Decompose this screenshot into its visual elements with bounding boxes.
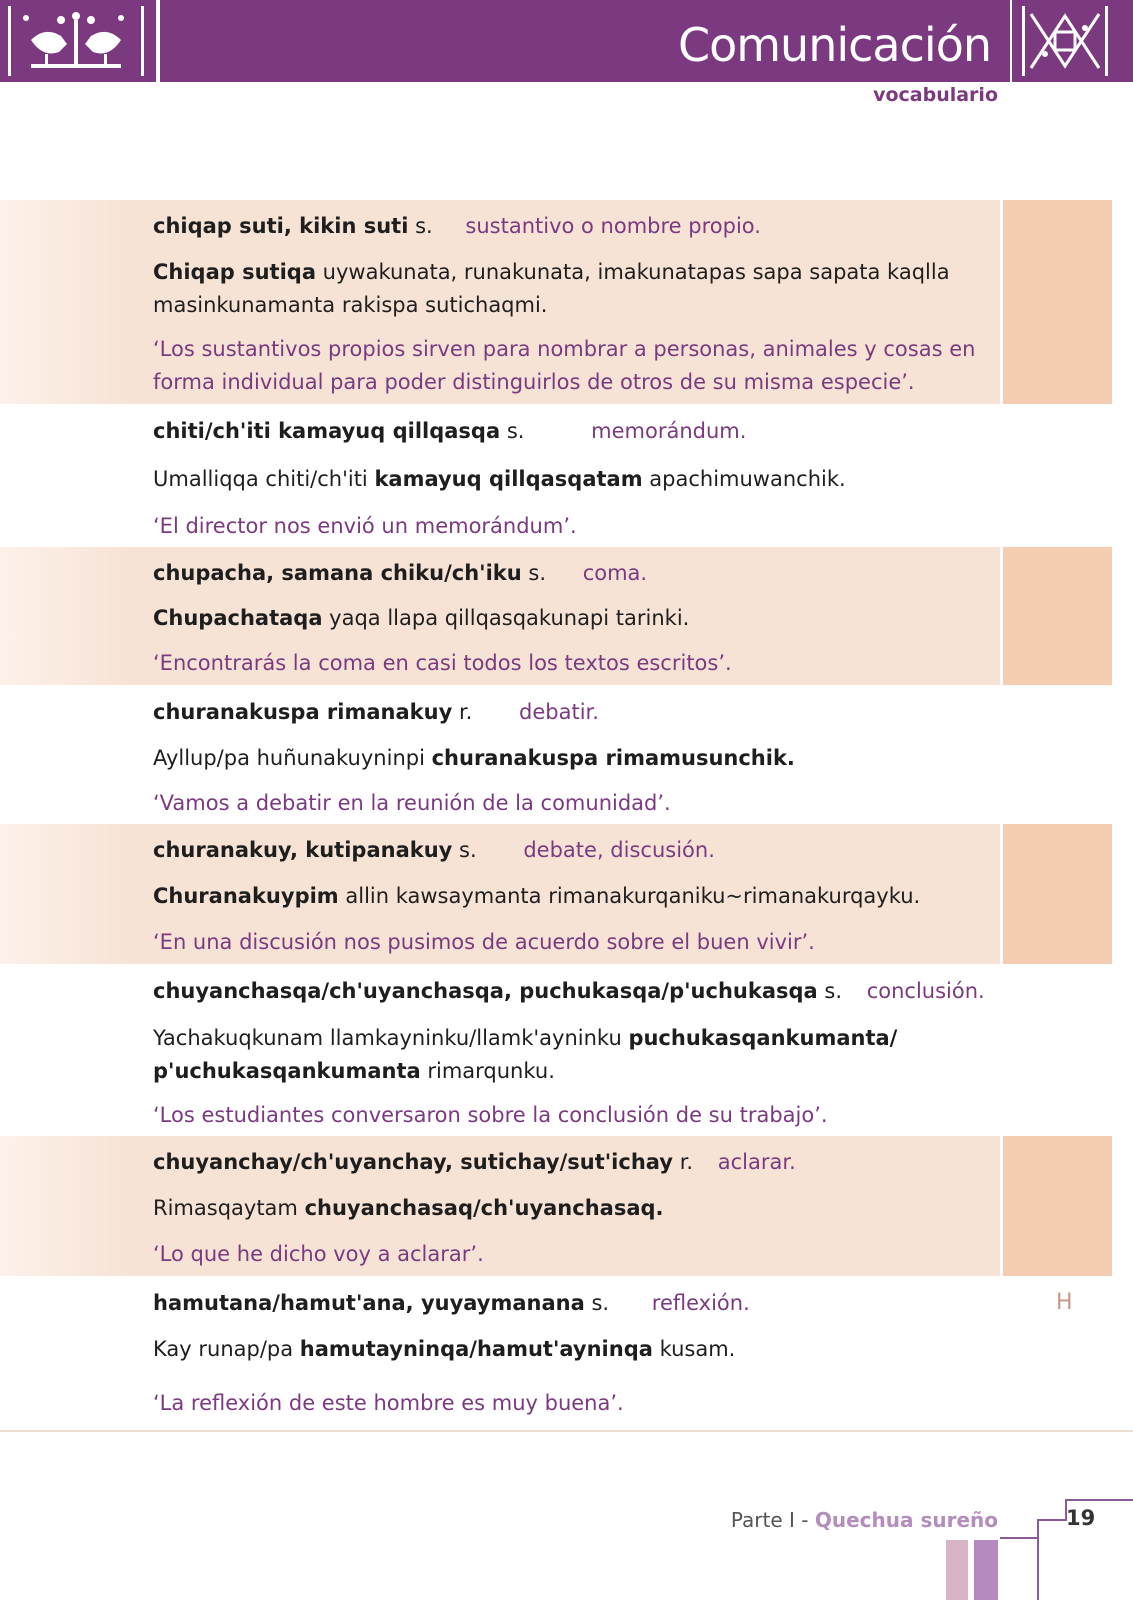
footer-part-label: Parte I - [730,1508,815,1532]
headword: chiti/ch'iti kamayuq qillqasqa [153,419,501,443]
entry-headline [153,1291,750,1315]
footer-book-part [731,1508,998,1532]
example-text: uywakunata, runakunata, imakunatapas sapa sapata kaqlla [316,260,950,284]
example-text: masinkunamanta rakispa sutichaqmi. [153,293,548,317]
example-text: rimarqunku. [420,1059,555,1083]
part-of-speech: s. [591,1291,610,1315]
header-right-ornament [1012,0,1133,82]
page-number: 19 [1066,1506,1096,1530]
entry-headline [153,214,761,238]
headword: chiqap suti, kikin suti [153,214,409,238]
headword: churanakuy, kutipanakuy [153,838,453,862]
example-spanish: ‘La reflexión de este hombre es muy buena’. [153,1391,624,1415]
example-quechua [153,746,795,770]
example-bold: kamayuq qillqasqatam [374,467,643,491]
example-text: yaqa llapa qillqasqakunapi tarinki. [322,606,690,630]
part-of-speech: r. [679,1150,694,1174]
part-of-speech: s. [528,561,547,585]
footer-language: Quechua sureño [814,1508,998,1532]
entry-headline [153,979,985,1003]
example-quechua [153,260,950,284]
example-text: apachimuwanchik. [642,467,846,491]
decorative-bar [974,1540,998,1600]
entry-headline [153,561,647,585]
example-text: Rimasqaytam [153,1196,305,1220]
example-spanish: ‘Los estudiantes conversaron sobre la conclusión de su trabajo’. [153,1103,828,1127]
example-quechua [153,884,920,908]
example-bold: chuyanchasaq/ch'uyanchasaq. [304,1196,664,1220]
gloss: debatir. [519,700,599,724]
geometric-ornament-icon [1025,6,1105,76]
example-text: Umalliqqa chiti/ch'iti [153,467,375,491]
section-letter: H [1056,1290,1073,1315]
gloss: aclarar. [717,1150,796,1174]
part-of-speech: s. [459,838,477,862]
entry-headline [153,1150,796,1174]
vocab-entry [0,1136,1133,1276]
example-spanish: forma individual para poder distinguirlos de otros de su misma especie’. [153,370,915,394]
example-quechua [153,1026,897,1050]
headword: chuyanchasqa/ch'uyanchasqa, puchukasqa/p'uchukasqa [153,979,818,1003]
example-spanish: ‘Lo que he dicho voy a aclarar’. [153,1242,484,1266]
example-text: Yachakuqkunam llamkayninku/llamk'ayninku [153,1026,629,1050]
example-bold: p'uchukasqankumanta [153,1059,421,1083]
example-bold: Chupachataqa [153,606,323,630]
vocab-entry [0,547,1133,685]
example-text: allin kawsaymanta rimanakurqaniku~rimanakurqayku. [338,884,921,908]
example-bold: puchukasqankumanta/ [628,1026,898,1050]
vocab-entry [0,964,1133,1136]
example-quechua [153,1337,735,1361]
entry-headline [153,419,746,443]
divider [0,1430,1133,1432]
decorative-bar [946,1540,968,1600]
example-bold: Chiqap sutiqa [153,260,316,284]
gloss: debate, discusión. [523,838,715,862]
page-title: Comunicación [677,18,991,72]
header-left-ornament [0,0,156,82]
headword: chuyanchay/ch'uyanchay, sutichay/sut'ichay [153,1150,673,1174]
gloss: memorándum. [591,419,747,443]
example-quechua [153,1196,664,1220]
entry-headline [153,838,715,862]
gloss: coma. [582,561,648,585]
birds-tree-ornament-icon [11,6,141,76]
example-spanish: ‘El director nos envió un memorándum’. [153,514,577,538]
example-quechua [153,467,846,491]
gloss: reflexión. [651,1291,750,1315]
page-subtitle: vocabulario [873,84,998,106]
vocab-entry [0,824,1133,964]
example-bold: Churanakuypim [153,884,339,908]
example-quechua [153,293,547,317]
example-spanish: ‘Encontrarás la coma en casi todos los textos escritos’. [153,651,732,675]
vocab-entry [0,404,1133,547]
example-text: Kay runap/pa [153,1337,300,1361]
entry-headline [153,700,599,724]
example-bold: hamutayninqa/hamut'ayninqa [299,1337,653,1361]
example-bold: churanakuspa rimamusunchik. [431,746,795,770]
example-text: Ayllup/pa huñunakuyninpi [153,746,432,770]
gloss: conclusión. [866,979,985,1003]
part-of-speech: s. [824,979,843,1003]
part-of-speech: r. [458,700,473,724]
part-of-speech: s. [415,214,433,238]
vocab-entry [0,200,1133,404]
stairs-ornament-icon [1000,1468,1133,1600]
vocab-entry [0,1276,1133,1426]
example-quechua [153,606,689,630]
example-spanish: ‘En una discusión nos pusimos de acuerdo sobre el buen vivir’. [153,930,815,954]
vocab-entry [0,685,1133,824]
example-text: kusam. [652,1337,736,1361]
example-spanish: ‘Vamos a debatir en la reunión de la comunidad’. [153,791,671,815]
part-of-speech: s. [506,419,525,443]
example-spanish: ‘Los sustantivos propios sirven para nombrar a personas, animales y cosas en [153,337,976,361]
headword: churanakuspa rimanakuy [153,700,453,724]
headword: hamutana/hamut'ana, yuyaymanana [153,1291,585,1315]
gloss: sustantivo o nombre propio. [465,214,761,238]
example-quechua [153,1059,555,1083]
headword: chupacha, samana chiku/ch'iku [153,561,522,585]
